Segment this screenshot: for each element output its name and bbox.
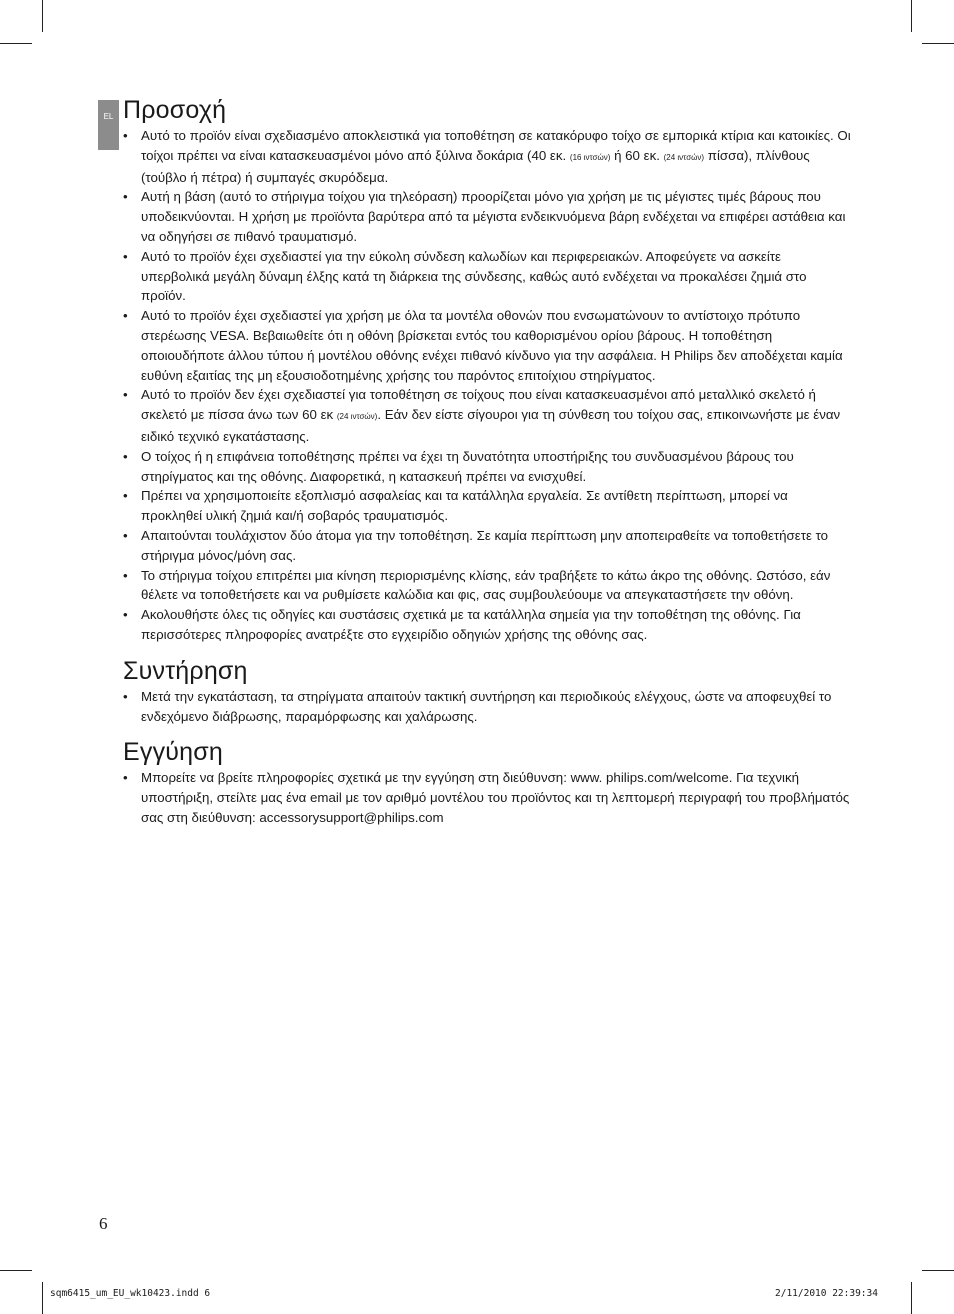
list-item-text: Ακολουθήστε όλες τις οδηγίες και συστάσεις σχετικά με τα κατάλληλα σημεία για την τοποθέτηση της οθόνης. Για περισσότερες πληροφορίες ανατρέξτε στο εγχειρίδιο οδηγιών χρήσης της οθόνης σας.	[141, 607, 801, 642]
list-item-text: πίσσα), πλίνθους (τούβλο ή πέτρα) ή συμπαγές σκυρόδεμα.	[141, 147, 810, 185]
list-item	[123, 605, 851, 645]
list-item	[123, 385, 851, 446]
section-title: Προσοχή	[123, 96, 227, 124]
bullet-icon: •	[123, 128, 128, 143]
list-item-text: Ο τοίχος ή η επιφάνεια τοποθέτησης πρέπει να έχει τη δυνατότητα υποστήριξης του συνδυασμένου βάρους του στηρίγματος και της οθόνης. Διαφορετικά, η κατασκευή πρέπει να ενισχυθεί.	[141, 448, 794, 484]
bullet-icon: •	[123, 308, 128, 324]
footer-filename: sqm6415_um_EU_wk10423.indd 6	[50, 1288, 211, 1299]
crop-mark	[922, 43, 954, 44]
list-item-text: ή 60 εκ.	[610, 147, 664, 163]
crop-mark	[911, 0, 912, 32]
list-item-text: (24 ιντσών)	[663, 152, 705, 162]
list-item-text: (16 ιντσών)	[569, 152, 611, 162]
list-item	[123, 187, 851, 246]
list-item-text: Πρέπει να χρησιμοποιείτε εξοπλισμό ασφαλείας και τα κατάλληλα εργαλεία. Σε αντίθετη περίπτωση, μπορεί να προκληθεί υλική ζημιά και/ή σοβαρός τραυματισμός.	[141, 488, 788, 524]
document-body	[123, 94, 851, 828]
bullet-icon: •	[123, 387, 128, 403]
list-item-text: Αυτό το προϊόν δεν έχει σχεδιαστεί για τοποθέτηση σε τοίχους που είναι κατασκευασμένοι από μεταλλικό σκελετό ή σκελετό με πίσσα άνω των 60 εκ	[141, 387, 816, 423]
section-title: Συντήρηση	[123, 656, 248, 685]
list-item	[123, 526, 851, 566]
crop-mark	[911, 1282, 912, 1314]
list-item	[123, 687, 851, 727]
list-item-text: (24 ιντσών)	[336, 412, 378, 422]
list-item-text: Αυτό το προϊόν έχει σχεδιαστεί για την εύκολη σύνδεση καλωδίων και περιφερειακών. Αποφεύγετε να ασκείτε υπερβολικά μεγάλη δύναμη έλξης κατά τη διάρκεια της σύνδεσης, καθώς αυτό ενδέχεται να προκαλέσει ζημιά στο προϊόν.	[141, 248, 807, 304]
list-item	[123, 126, 851, 187]
crop-mark	[0, 43, 32, 44]
bullet-icon: •	[123, 488, 128, 504]
list-item	[123, 247, 851, 306]
list-item-text: Αυτό το προϊόν είναι σχεδιασμένο αποκλειστικά για τοποθέτηση σε κατακόρυφο τοίχο σε εμπορικά κτίρια και κατοικίες. Οι τοίχοι πρέπει να είναι κατασκευασμένοι μόνο από ξύλινα δοκάρια (40 εκ.	[141, 128, 851, 163]
crop-mark	[42, 1282, 43, 1314]
list-item	[123, 486, 851, 526]
section-title: Εγγύηση	[123, 738, 223, 767]
list-item-text: Αυτή η βάση (αυτό το στήριγμα τοίχου για τηλεόραση) προορίζεται μόνο για χρήση με τις μέγιστες τιμές βάρους που υποδεικνύονται. Η χρήση με προϊόντα βαρύτερα από τα μέγιστα ενδεικνυόμενα βάρη ενδέχεται να επιφέρει αστάθεια και να οδηγήσει σε πιθανό τραυματισμό.	[141, 189, 846, 244]
bullet-icon: •	[123, 567, 128, 583]
list-item-text: Απαιτούνται τουλάχιστον δύο άτομα για την τοποθέτηση. Σε καμία περίπτωση μην αποπειραθείτε να τοποθετήσετε το στήριγμα μόνος/μόνη σας.	[141, 527, 829, 563]
page-number: 6	[99, 1214, 108, 1233]
bullet-icon: •	[123, 189, 128, 205]
bullet-list	[123, 687, 851, 727]
list-item	[123, 447, 851, 487]
bullet-icon: •	[123, 248, 128, 264]
crop-mark	[922, 1270, 954, 1271]
list-item	[123, 566, 851, 606]
list-item-text: Το στήριγμα τοίχου επιτρέπει μια κίνηση περιορισμένης κλίσης, εάν τραβήξετε το κάτω άκρο της οθόνης. Ωστόσο, εάν θέλετε να τοποθετήσετε και να ρυθμίσετε καλώδια και φις, σας συμβουλεύουμε να απεγκαταστήσετε την οθόνη.	[141, 567, 831, 603]
bullet-list	[123, 126, 851, 645]
bullet-icon: •	[123, 448, 128, 464]
list-item-text: Μπορείτε να βρείτε πληροφορίες σχετικά με την εγγύηση στη διεύθυνση: www. philips.com/welcome. Για τεχνική υποστήριξη, στείλτε μας ένα email με τον αριθμό μοντέλου του προϊόντος και τη λεπτομερή περιγραφή του προβλήματός σας στη διεύθυνση: accessorysupport@philips.com	[141, 770, 850, 825]
crop-mark	[0, 1270, 32, 1271]
language-tab: EL	[98, 100, 119, 150]
bullet-icon: •	[123, 607, 128, 623]
bullet-icon: •	[123, 688, 128, 704]
list-item-text: Αυτό το προϊόν έχει σχεδιαστεί για χρήση με όλα τα μοντέλα οθονών που ενσωματώνουν το αντίστοιχο πρότυπο στερέωσης VESA. Βεβαιωθείτε ότι η οθόνη βρίσκεται εντός του καθορισμένου ορίου βάρους. Η τοποθέτηση οποιουδήποτε άλλου τύπου ή μοντέλου οθόνης ενέχει πιθανό κίνδυνο για την ασφάλεια. Η Philips δεν αποδέχεται καμία ευθύνη εξαιτίας της μη εξουσιοδοτημένης χρήσης του παρόντος επιτοίχιου στηρίγματος.	[141, 308, 843, 383]
list-item	[123, 306, 851, 385]
bullet-list	[123, 768, 851, 827]
bullet-icon: •	[123, 527, 128, 543]
list-item	[123, 768, 851, 827]
crop-mark	[42, 0, 43, 32]
list-item-text: Μετά την εγκατάσταση, τα στηρίγματα απαιτούν τακτική συντήρηση και περιοδικούς ελέγχους, ώστε να αποφευχθεί το ενδεχόμενο διάβρωσης, παραμόρφωσης και χαλάρωσης.	[141, 688, 832, 724]
list-item-text: . Εάν δεν είστε σίγουροι για τη σύνθεση του τοίχου σας, επικοινωνήστε με έναν ειδικό τεχνικό εγκατάστασης.	[141, 407, 841, 444]
bullet-icon: •	[123, 770, 128, 786]
footer-timestamp: 2/11/2010 22:39:34	[775, 1288, 878, 1299]
